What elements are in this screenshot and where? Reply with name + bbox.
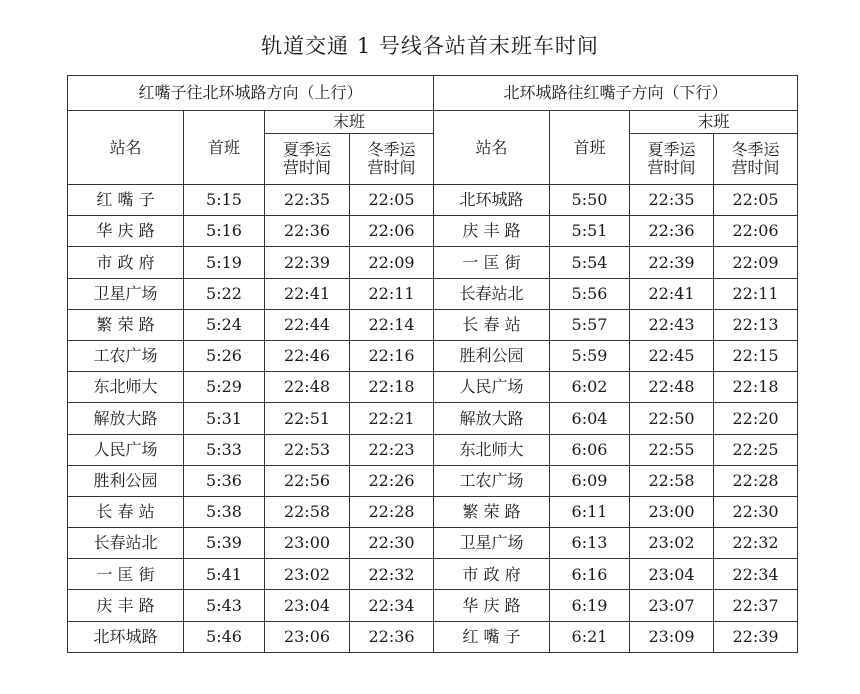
- down-first-cell: 5:59: [550, 340, 630, 371]
- up-first-cell: 5:39: [184, 528, 265, 559]
- winter-line-1: 冬季运: [367, 140, 416, 160]
- up-direction-header: 红嘴子往北环城路方向（上行）: [68, 76, 434, 111]
- summer-line-2: 营时间: [647, 158, 696, 177]
- up-winter-header: [350, 134, 434, 185]
- winter-line-1: 冬季运: [731, 140, 780, 160]
- down-summer-cell: 22:39: [630, 247, 714, 278]
- down-summer-cell: 22:36: [630, 216, 714, 247]
- down-station-cell: 繁 荣 路: [434, 496, 550, 527]
- down-winter-cell: 22:18: [714, 372, 798, 403]
- down-first-cell: 6:02: [550, 372, 630, 403]
- up-station-cell: 红 嘴 子: [68, 185, 184, 216]
- up-station-cell: 华 庆 路: [68, 216, 184, 247]
- up-winter-cell: 22:26: [350, 465, 434, 496]
- up-first-cell: 5:24: [184, 309, 265, 340]
- table-row: [68, 403, 798, 434]
- up-station-cell: 东北师大: [68, 372, 184, 403]
- down-first-cell: 6:21: [550, 621, 630, 652]
- up-first-cell: 5:19: [184, 247, 265, 278]
- down-station-cell: 卫星广场: [434, 528, 550, 559]
- up-station-cell: 卫星广场: [68, 278, 184, 309]
- down-winter-cell: 22:25: [714, 434, 798, 465]
- down-first-cell: 5:54: [550, 247, 630, 278]
- down-first-cell: 6:06: [550, 434, 630, 465]
- up-first-cell: 5:43: [184, 590, 265, 621]
- up-first-cell: 5:26: [184, 340, 265, 371]
- table-row: [68, 621, 798, 652]
- up-summer-cell: 23:04: [265, 590, 350, 621]
- down-first-cell: 5:57: [550, 309, 630, 340]
- up-first-cell: 5:36: [184, 465, 265, 496]
- up-first-cell: 5:22: [184, 278, 265, 309]
- summer-line-1: 夏季运: [282, 140, 331, 160]
- up-winter-cell: 22:34: [350, 590, 434, 621]
- up-summer-cell: 22:56: [265, 465, 350, 496]
- down-winter-cell: 22:20: [714, 403, 798, 434]
- table-row: [68, 434, 798, 465]
- up-first-cell: 5:41: [184, 559, 265, 590]
- up-station-cell: 工农广场: [68, 340, 184, 371]
- up-summer-header: [265, 134, 350, 185]
- up-winter-cell: 22:18: [350, 372, 434, 403]
- down-summer-cell: 23:02: [630, 528, 714, 559]
- down-summer-cell: 22:50: [630, 403, 714, 434]
- down-station-cell: 华 庆 路: [434, 590, 550, 621]
- down-winter-cell: 22:05: [714, 185, 798, 216]
- table-row: [68, 590, 798, 621]
- up-first-cell: 5:16: [184, 216, 265, 247]
- down-station-cell: 庆 丰 路: [434, 216, 550, 247]
- up-first-cell: 5:29: [184, 372, 265, 403]
- down-summer-cell: 23:04: [630, 559, 714, 590]
- down-summer-header: [630, 134, 714, 185]
- down-winter-cell: 22:34: [714, 559, 798, 590]
- down-station-cell: 工农广场: [434, 465, 550, 496]
- table-row: [68, 528, 798, 559]
- up-summer-cell: 22:41: [265, 278, 350, 309]
- up-station-cell: 一 匡 街: [68, 559, 184, 590]
- up-last-header: 末班: [265, 111, 434, 134]
- table-row: [68, 372, 798, 403]
- down-summer-cell: 22:58: [630, 465, 714, 496]
- down-summer-cell: 22:48: [630, 372, 714, 403]
- up-winter-cell: 22:06: [350, 216, 434, 247]
- table-row: [68, 185, 798, 216]
- down-station-cell: 胜利公园: [434, 340, 550, 371]
- down-winter-cell: 22:30: [714, 496, 798, 527]
- summer-line-2: 营时间: [282, 158, 331, 177]
- down-summer-cell: 22:45: [630, 340, 714, 371]
- up-first-header: 首班: [184, 111, 265, 185]
- down-first-cell: 6:13: [550, 528, 630, 559]
- down-winter-cell: 22:11: [714, 278, 798, 309]
- up-summer-cell: 22:58: [265, 496, 350, 527]
- winter-line-2: 营时间: [367, 158, 416, 177]
- down-station-cell: 市 政 府: [434, 559, 550, 590]
- up-winter-cell: 22:05: [350, 185, 434, 216]
- up-first-cell: 5:33: [184, 434, 265, 465]
- down-first-cell: 6:11: [550, 496, 630, 527]
- up-station-cell: 长春站北: [68, 528, 184, 559]
- down-winter-cell: 22:15: [714, 340, 798, 371]
- up-summer-cell: 22:48: [265, 372, 350, 403]
- down-station-cell: 北环城路: [434, 185, 550, 216]
- down-winter-header: [714, 134, 798, 185]
- up-first-cell: 5:31: [184, 403, 265, 434]
- down-first-cell: 6:09: [550, 465, 630, 496]
- up-winter-cell: 22:36: [350, 621, 434, 652]
- down-station-cell: 一 匡 街: [434, 247, 550, 278]
- down-winter-cell: 22:39: [714, 621, 798, 652]
- up-first-cell: 5:15: [184, 185, 265, 216]
- down-winter-cell: 22:13: [714, 309, 798, 340]
- up-summer-cell: 22:46: [265, 340, 350, 371]
- up-winter-cell: 22:21: [350, 403, 434, 434]
- up-winter-cell: 22:23: [350, 434, 434, 465]
- down-first-cell: 5:56: [550, 278, 630, 309]
- down-station-cell: 长春站北: [434, 278, 550, 309]
- table-row: [68, 559, 798, 590]
- down-first-cell: 6:19: [550, 590, 630, 621]
- table-row: [68, 340, 798, 371]
- table-row: [68, 216, 798, 247]
- timetable: [67, 75, 798, 653]
- up-station-cell: 胜利公园: [68, 465, 184, 496]
- down-winter-cell: 22:28: [714, 465, 798, 496]
- up-summer-cell: 22:51: [265, 403, 350, 434]
- up-station-cell: 庆 丰 路: [68, 590, 184, 621]
- down-winter-cell: 22:06: [714, 216, 798, 247]
- up-station-cell: 长 春 站: [68, 496, 184, 527]
- down-station-cell: 红 嘴 子: [434, 621, 550, 652]
- down-summer-cell: 22:41: [630, 278, 714, 309]
- summer-line-1: 夏季运: [647, 140, 696, 160]
- table-row: [68, 496, 798, 527]
- down-summer-cell: 23:00: [630, 496, 714, 527]
- down-first-cell: 5:51: [550, 216, 630, 247]
- up-summer-cell: 23:06: [265, 621, 350, 652]
- up-summer-cell: 22:35: [265, 185, 350, 216]
- down-winter-cell: 22:09: [714, 247, 798, 278]
- up-winter-cell: 22:09: [350, 247, 434, 278]
- down-summer-cell: 22:43: [630, 309, 714, 340]
- down-direction-header: 北环城路往红嘴子方向（下行）: [434, 76, 798, 111]
- down-winter-cell: 22:32: [714, 528, 798, 559]
- up-summer-cell: 22:53: [265, 434, 350, 465]
- up-station-header: 站名: [68, 111, 184, 185]
- up-station-cell: 解放大路: [68, 403, 184, 434]
- up-winter-cell: 22:28: [350, 496, 434, 527]
- up-station-cell: 繁 荣 路: [68, 309, 184, 340]
- down-last-header: 末班: [630, 111, 798, 134]
- up-winter-cell: 22:32: [350, 559, 434, 590]
- page-title: 轨道交通 1 号线各站首末班车时间: [261, 34, 599, 58]
- down-summer-cell: 23:09: [630, 621, 714, 652]
- down-station-cell: 长 春 站: [434, 309, 550, 340]
- down-summer-cell: 22:35: [630, 185, 714, 216]
- down-first-cell: 6:04: [550, 403, 630, 434]
- up-station-cell: 市 政 府: [68, 247, 184, 278]
- up-winter-cell: 22:16: [350, 340, 434, 371]
- up-first-cell: 5:38: [184, 496, 265, 527]
- down-station-cell: 东北师大: [434, 434, 550, 465]
- up-station-cell: 北环城路: [68, 621, 184, 652]
- table-row: [68, 309, 798, 340]
- up-winter-cell: 22:11: [350, 278, 434, 309]
- table-row: [68, 465, 798, 496]
- down-first-header: 首班: [550, 111, 630, 185]
- table-row: [68, 278, 798, 309]
- down-station-cell: 解放大路: [434, 403, 550, 434]
- up-summer-cell: 23:00: [265, 528, 350, 559]
- down-summer-cell: 22:55: [630, 434, 714, 465]
- down-winter-cell: 22:37: [714, 590, 798, 621]
- up-summer-cell: 22:39: [265, 247, 350, 278]
- down-summer-cell: 23:07: [630, 590, 714, 621]
- winter-line-2: 营时间: [731, 158, 780, 177]
- down-first-cell: 5:50: [550, 185, 630, 216]
- down-station-cell: 人民广场: [434, 372, 550, 403]
- up-winter-cell: 22:14: [350, 309, 434, 340]
- up-first-cell: 5:46: [184, 621, 265, 652]
- up-summer-cell: 22:44: [265, 309, 350, 340]
- up-summer-cell: 23:02: [265, 559, 350, 590]
- up-station-cell: 人民广场: [68, 434, 184, 465]
- up-winter-cell: 22:30: [350, 528, 434, 559]
- down-station-header: 站名: [434, 111, 550, 185]
- table-row: [68, 247, 798, 278]
- down-first-cell: 6:16: [550, 559, 630, 590]
- up-summer-cell: 22:36: [265, 216, 350, 247]
